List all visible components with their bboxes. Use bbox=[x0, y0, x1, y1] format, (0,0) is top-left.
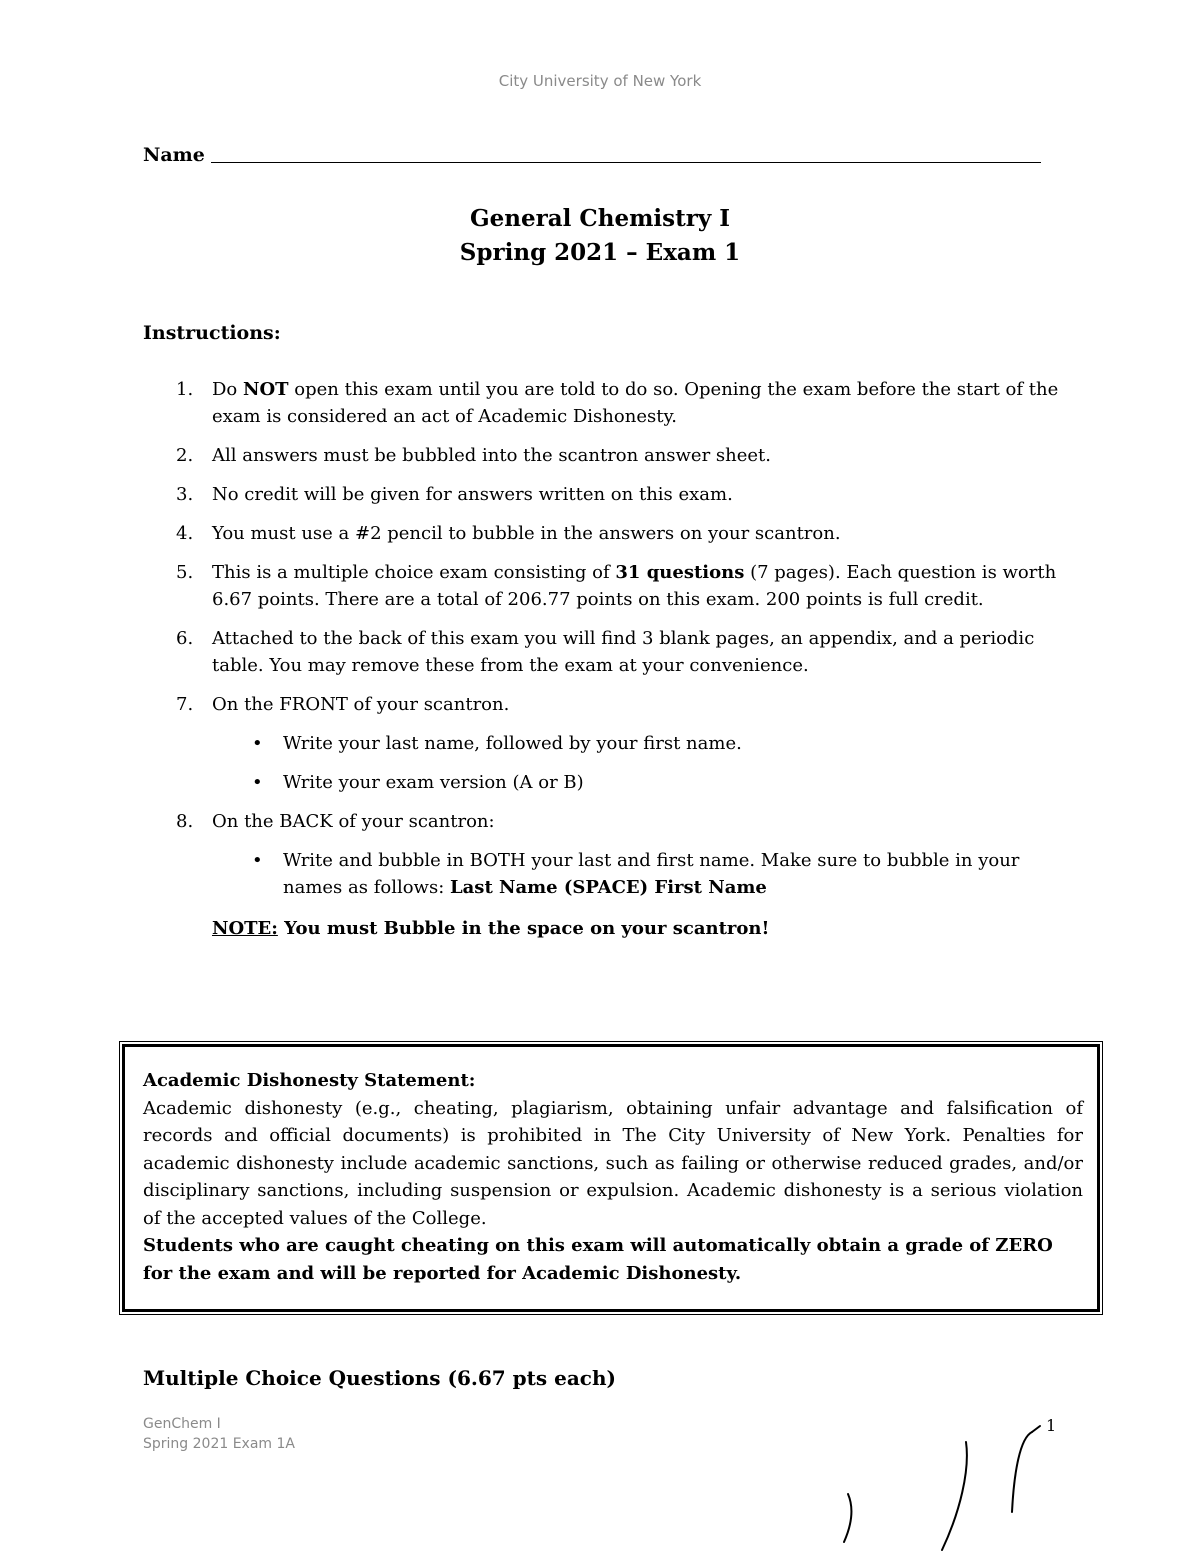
bullet-icon: • bbox=[252, 850, 263, 871]
item-number: 7. bbox=[176, 694, 194, 715]
instruction-item bbox=[143, 808, 1061, 942]
item-text: No credit will be given for answers written on this exam. bbox=[212, 484, 733, 505]
item-number: 4. bbox=[176, 523, 194, 544]
item-text: All answers must be bubbled into the scantron answer sheet. bbox=[212, 445, 771, 466]
item-number: 8. bbox=[176, 811, 194, 832]
instruction-item bbox=[143, 520, 1061, 547]
instruction-item bbox=[143, 376, 1061, 430]
dishonesty-heading: Academic Dishonesty Statement: bbox=[143, 1070, 476, 1091]
note-label: NOTE: bbox=[212, 918, 278, 939]
item-text: This is a multiple choice exam consisting of 31 questions (7 pages). Each question is worth 6.67 points. There are a total of 206.77 points on this exam. 200 points is full credit. bbox=[212, 562, 1057, 610]
item-text: Do NOT open this exam until you are told to do so. Opening the exam before the start of the exam is considered an act of Academic Dishonesty. bbox=[212, 379, 1059, 427]
name-field bbox=[143, 144, 1041, 166]
item-text: On the FRONT of your scantron. bbox=[212, 694, 510, 715]
instructions-heading: Instructions: bbox=[143, 322, 281, 344]
instruction-item bbox=[143, 559, 1061, 613]
scantron-note bbox=[143, 915, 1061, 942]
name-label: Name bbox=[143, 144, 205, 166]
item-text: Attached to the back of this exam you will find 3 blank pages, an appendix, and a periodic table. You may remove these from the exam at your convenience. bbox=[212, 628, 1035, 676]
instruction-item bbox=[143, 442, 1061, 469]
note-text: You must Bubble in the space on your scantron! bbox=[277, 918, 770, 939]
page-header: City University of New York bbox=[498, 72, 702, 90]
handwritten-marks bbox=[830, 1412, 1050, 1552]
page-footer bbox=[143, 1414, 295, 1454]
footer-course: GenChem I bbox=[143, 1416, 221, 1432]
bullet-item: • Write your exam version (A or B) bbox=[143, 769, 1061, 796]
academic-dishonesty-box bbox=[122, 1044, 1100, 1312]
dishonesty-body: Academic dishonesty (e.g., cheating, plagiarism, obtaining unfair advantage and falsification of records and official documents) is prohibited in The City University of New York. Penalties for academic dishonesty include academic sanctions, such as failing or otherwise reduced grades, and/or disciplinary sanctions, including suspension or expulsion. Academic dishonesty is a serious violation of the accepted values of the College. bbox=[143, 1097, 1083, 1229]
item-number: 3. bbox=[176, 484, 194, 505]
instruction-item bbox=[143, 691, 1061, 796]
item-number: 6. bbox=[176, 628, 194, 649]
exam-subtitle: Spring 2021 – Exam 1 bbox=[459, 239, 741, 266]
dishonesty-warning: Students who are caught cheating on this exam will automatically obtain a grade of ZERO for the exam and will be reported for Academic Dishonesty. bbox=[143, 1235, 1053, 1284]
item-number: 2. bbox=[176, 445, 194, 466]
name-blank-line bbox=[211, 162, 1041, 163]
instructions-list bbox=[143, 376, 1061, 954]
course-title: General Chemistry I bbox=[470, 205, 730, 232]
bullet-item: • Write and bubble in BOTH your last and first name. Make sure to bubble in your names as follows: Last Name (SPACE) First Name bbox=[143, 847, 1061, 901]
instruction-item bbox=[143, 625, 1061, 679]
item-number: 1. bbox=[176, 379, 194, 400]
bullet-icon: • bbox=[252, 733, 263, 754]
bullet-item: • Write your last name, followed by your first name. bbox=[143, 730, 1061, 757]
mcq-heading: Multiple Choice Questions (6.67 pts each) bbox=[143, 1366, 616, 1390]
item-text: You must use a #2 pencil to bubble in the answers on your scantron. bbox=[212, 523, 841, 544]
bullet-icon: • bbox=[252, 772, 263, 793]
page-number: 1 bbox=[1046, 1416, 1057, 1435]
instruction-item bbox=[143, 481, 1061, 508]
footer-exam: Spring 2021 Exam 1A bbox=[143, 1436, 295, 1452]
item-number: 5. bbox=[176, 562, 194, 583]
item-text: On the BACK of your scantron: bbox=[212, 811, 495, 832]
exam-title bbox=[0, 202, 1200, 270]
